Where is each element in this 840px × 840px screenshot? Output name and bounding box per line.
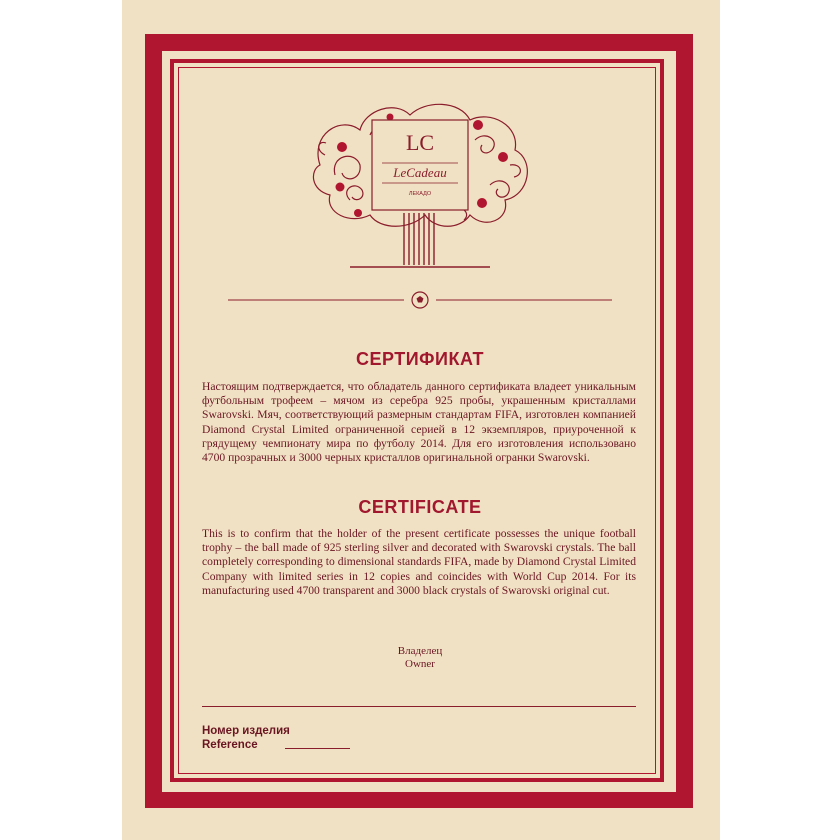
logo-monogram: LC xyxy=(405,130,435,155)
reference-label-en: Reference xyxy=(202,739,258,751)
certificate-body-ru: Настоящим подтверждается, что обладатель данного сертификата владеет уникальным футбольным трофеем – мячом из серебра 925 пробы, украшенным кристаллами Swarovski. Мяч, соответствующий размерным стандартам FIFA, изготовлен компанией Diamond Crystal Limited ограниченной серией в 12 экземпляров, приуроченной к грядущему чемпионату мира по футболу 2014. Для его изготовления использовано 4700 прозрачных и 3000 черных кристаллов оригинальной огранки Swarovski. xyxy=(202,380,636,465)
owner-label-en: Owner xyxy=(405,658,435,670)
reference-label-ru: Номер изделия xyxy=(202,725,290,737)
certificate-title-en: CERTIFICATE xyxy=(358,497,482,517)
ornament-divider xyxy=(228,290,612,310)
logo-brand-name: LeCadeau xyxy=(393,165,447,180)
reference-number-line xyxy=(285,748,350,749)
certificate-title-ru: СЕРТИФИКАТ xyxy=(355,349,485,369)
certificate-body-en: This is to confirm that the holder of the present certificate possesses the unique football trophy – the ball made of 925 sterling silver and decorated with Swarovski crystals. The ball completely corresponding to dimensional standards FIFA, made by Diamond Crystal Limited Company with limited series in 12 copies and coincides with World Cup 2014. For its manufacturing used 4700 transparent and 3000 black crystals of Swarovski original cut. xyxy=(202,527,636,597)
owner-signature-line xyxy=(202,706,636,707)
football-icon xyxy=(412,292,428,308)
logo-subname: ЛЕКАДО xyxy=(408,191,432,197)
lecadeau-tree-logo xyxy=(300,95,540,275)
owner-label-ru: Владелец xyxy=(397,645,443,657)
